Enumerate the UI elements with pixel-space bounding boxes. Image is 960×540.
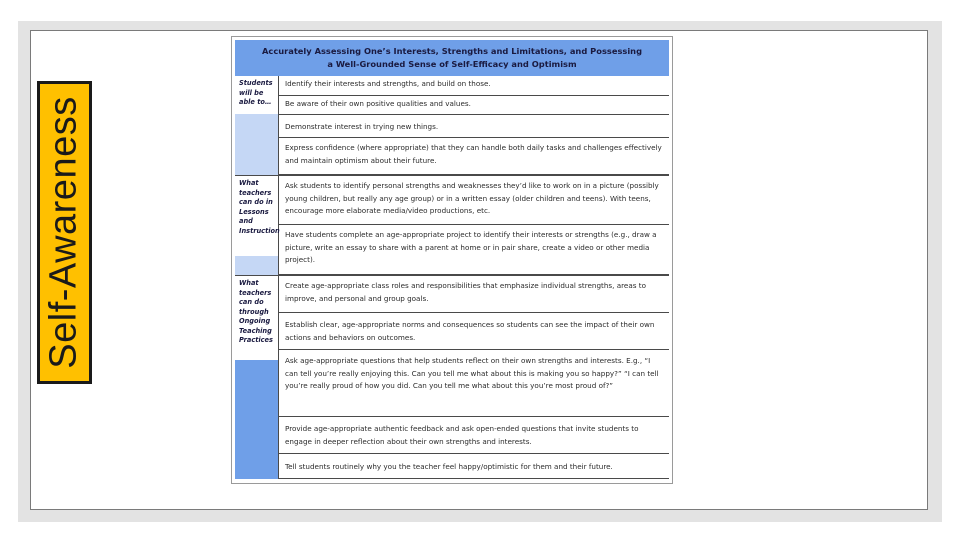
header-line-2: a Well-Grounded Sense of Self-Efficacy and Optimism xyxy=(327,59,577,69)
section-2-label: What teachers can do in Lessons and Instruction xyxy=(235,176,279,256)
section-2-row-2: Have students complete an age-appropriate project to identify their interests or strengths (e.g., draw a picture, write an essay to share with a parent at home or in pair share, create a video or other media project). xyxy=(279,225,669,275)
document-table xyxy=(231,36,673,484)
side-title-bar xyxy=(37,81,92,384)
section-3-row-4: Provide age-appropriate authentic feedback and ask open-ended questions that invite students to engage in deeper reflection about their own strengths and interests. xyxy=(279,417,669,454)
section-3-row-1: Create age-appropriate class roles and responsibilities that emphasize individual strengths, areas to improve, and personal and group goals. xyxy=(279,276,669,313)
section-2-row-1: Ask students to identify personal strengths and weaknesses they’d like to work on in a picture (possibly young children, but really any age group) or in a written essay (older children and teens). With teens, encourage more elaborate media/video productions, etc. xyxy=(279,176,669,225)
side-title: Self-Awareness xyxy=(43,96,85,369)
section-1-row-2: Be aware of their own positive qualities and values. xyxy=(279,96,669,115)
section-1-row-4: Express confidence (where appropriate) that they can handle both daily tasks and challenges effectively and maintain optimism about their future. xyxy=(279,138,669,175)
section-1-row-1: Identify their interests and strengths, and build on those. xyxy=(279,76,669,96)
header-line-1: Accurately Assessing One’s Interests, Strengths and Limitations, and Possessing xyxy=(261,46,643,56)
section-1-label: Students will be able to… xyxy=(235,76,279,114)
section-3-row-5: Tell students routinely why you the teacher feel happy/optimistic for them and their future. xyxy=(279,454,669,479)
section-3-row-2: Establish clear, age-appropriate norms and consequences so students can see the impact of their own actions and behaviors on outcomes. xyxy=(279,313,669,350)
section-3-label: What teachers can do through Ongoing Teaching Practices xyxy=(235,276,279,360)
section-3-row-3: Ask age-appropriate questions that help students reflect on their own strengths and interests. E.g., “I can tell you’re really enjoying this. Can you tell me what about this is making you so happy?” “I can tell you’re really proud of how you did. Can you tell me what about this you’re most proud of?” xyxy=(279,350,669,417)
document-header xyxy=(235,40,669,76)
section-1-row-3: Demonstrate interest in trying new things. xyxy=(279,115,669,138)
